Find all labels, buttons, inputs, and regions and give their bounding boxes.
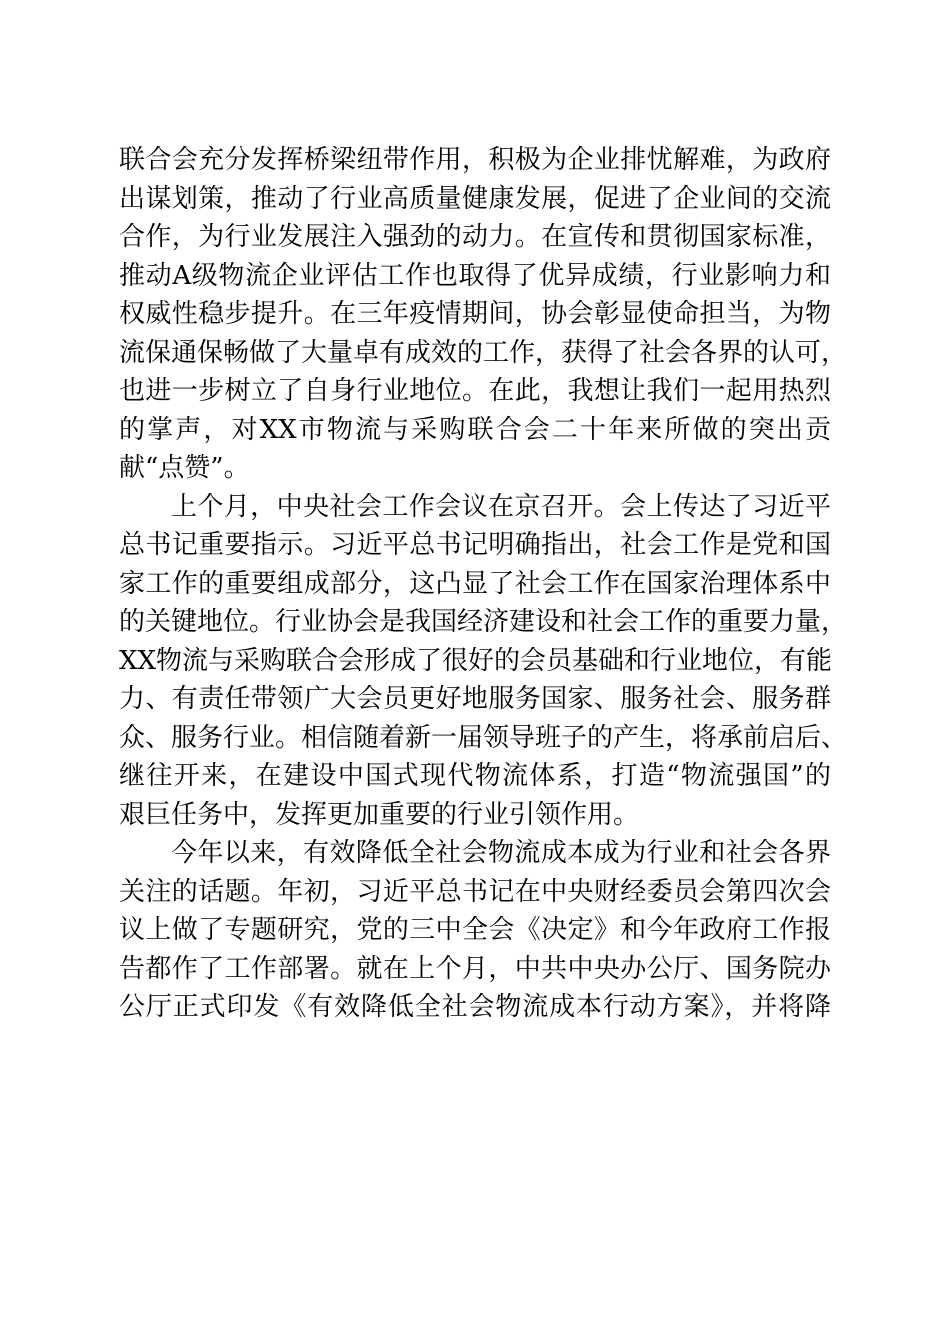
paragraph-2-line-7: 众、服务行业。相信随着新一届领导班子的产生，将承前启后、 <box>119 722 848 753</box>
paragraph-1-line-8: 的掌声，对XX市物流与采购联合会二十年来所做的突出贡 <box>119 414 831 445</box>
paragraph-1-line-4: 推动A级物流企业评估工作也取得了优异成绩，行业影响力和 <box>119 260 831 291</box>
paragraph-1-line-1: 联合会充分发挥桥梁纽带作用，积极为企业排忧解难，为政府 <box>119 145 831 175</box>
paragraph-3-line-3: 议上做了专题研究，党的三中全会《决定》和今年政府工作报 <box>119 915 831 945</box>
paragraph-3-line-1: 今年以来，有效降低全社会物流成本成为行业和社会各界 <box>171 838 831 868</box>
paragraph-1-line-9: 献“点赞”。 <box>119 453 250 483</box>
paragraph-1-line-6: 流保通保畅做了大量卓有成效的工作，获得了社会各界的认可， <box>119 337 848 368</box>
paragraph-2-line-1: 上个月，中央社会工作会议在京召开。会上传达了习近平 <box>171 491 831 522</box>
paragraph-2-line-4: 的关键地位。行业协会是我国经济建设和社会工作的重要力量， <box>119 607 848 637</box>
paragraph-2-line-5: XX物流与采购联合会形成了很好的会员基础和行业地位，有能 <box>119 645 833 676</box>
paragraph-2-line-9: 艰巨任务中，发挥更加重要的行业引领作用。 <box>119 799 640 830</box>
paragraph-2-line-3: 家工作的重要组成部分，这凸显了社会工作在国家治理体系中 <box>119 568 831 599</box>
paragraph-1-line-5: 权威性稳步提升。在三年疫情期间，协会彰显使命担当，为物 <box>119 299 831 329</box>
body-text <box>119 141 848 1027</box>
paragraph-2-line-8: 继往开来，在建设中国式现代物流体系，打造“物流强国”的 <box>119 761 831 791</box>
paragraph-3-line-2: 关注的话题。年初，习近平总书记在中央财经委员会第四次会 <box>119 876 831 907</box>
paragraph-3-line-5: 公厅正式印发《有效降低全社会物流成本行动方案》，并将降 <box>119 992 831 1022</box>
paragraph-1-line-7: 也进一步树立了自身行业地位。在此，我想让我们一起用热烈 <box>119 376 831 406</box>
paragraph-1-line-2: 出谋划策，推动了行业高质量健康发展，促进了企业间的交流 <box>119 183 831 214</box>
paragraph-2-line-6: 力、有责任带领广大会员更好地服务国家、服务社会、服务群 <box>119 684 831 714</box>
paragraph-3-line-4: 告都作了工作部署。就在上个月，中共中央办公厅、国务院办 <box>119 953 831 984</box>
paragraph-1-line-3: 合作，为行业发展注入强劲的动力。在宣传和贯彻国家标准， <box>119 222 831 252</box>
paragraph-2-line-2: 总书记重要指示。习近平总书记明确指出，社会工作是党和国 <box>119 530 831 560</box>
